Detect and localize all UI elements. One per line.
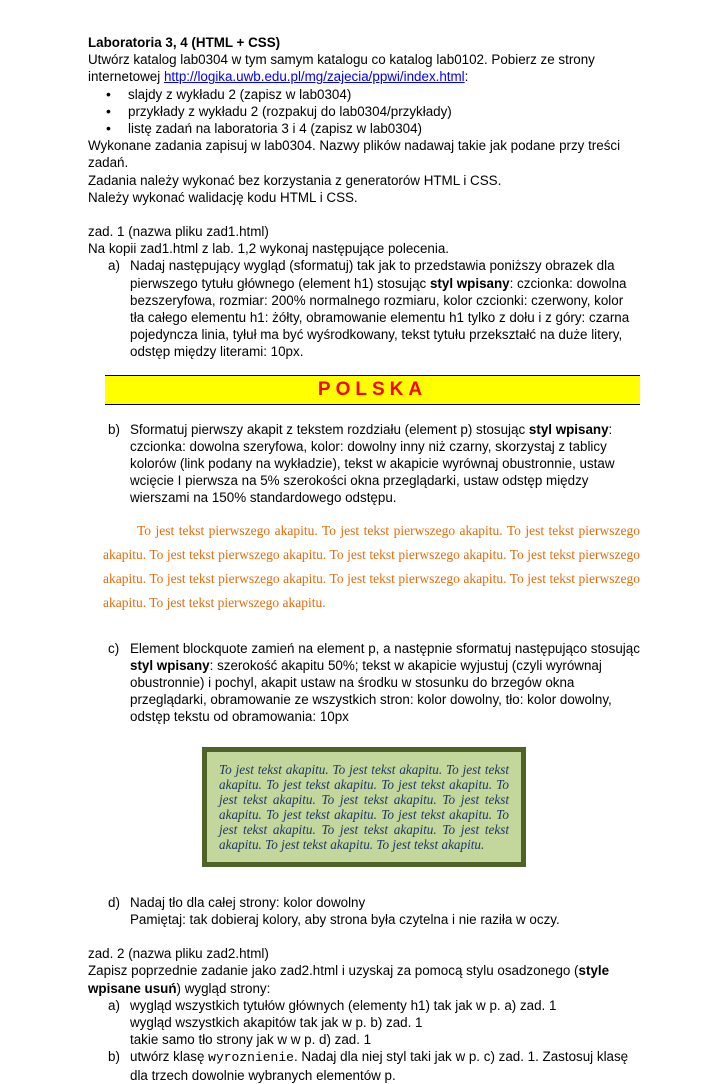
list-item: • slajdy z wykładu 2 (zapisz w lab0304) xyxy=(88,86,640,103)
zad1-item-c xyxy=(88,640,640,726)
intro-colon: : xyxy=(464,69,469,85)
item-text: : czcionka: dowolna bezszeryfowa, rozmiar: 200% normalnego rozmiaru, kolor czcionki: czerwony, kolor tła całego elementu h1: żółty, obramowanie elementu h1 tylko z dołu i z góry: czarna pojedyncza linia, tyłuł ma być wyśrodkowany, tekst tytułu przekształć na duże litery, odstęp między literami: 10px. xyxy=(130,275,630,360)
item-bold: style wpisane usuń xyxy=(88,963,610,996)
item-label: b) xyxy=(108,421,120,437)
list-item: • listę zadań na laboratoria 3 i 4 (zapisz w lab0304) xyxy=(88,120,640,137)
item-label: b) xyxy=(108,1049,120,1065)
item-bold: styl wpisany xyxy=(429,275,510,291)
zad1-intro: Na kopii zad1.html z lab. 1,2 wykonaj następujące polecenia. xyxy=(88,241,450,257)
spacer xyxy=(88,206,640,223)
zad2-item-b xyxy=(88,1048,640,1083)
zad2-intro xyxy=(88,962,640,996)
item-text: : czcionka: dowolna szeryfowa, kolor: dowolny inny niż czarny, skorzystaj z tablicy kolorów (link podany na wykładzie), tekst w akapicie wyrównaj obustronnie, ustaw wcięcie I pierwsza na 5% szerokości okna przeglądarki, ustaw odstęp między wierszami na 150% standardowego odstępu. xyxy=(130,421,615,506)
document-title: Laboratoria 3, 4 (HTML + CSS) xyxy=(88,35,281,50)
blockquote-example: To jest tekst akapitu. To jest tekst akapitu. To jest tekst akapitu. To jest tekst akapitu. To jest tekst akapitu. To jest tekst akapitu. To jest tekst akapitu. To jest tekst akapitu. To jest tekst akapitu. To jest tekst akapitu. To jest tekst akapitu. To jest tekst akapitu. To jest tekst akapitu. To jest tekst akapitu. To jest tekst akapitu. xyxy=(202,747,526,867)
item-text: Zapisz poprzednie zadanie jako zad2.html i uzyskaj za pomocą stylu osadzonego ( xyxy=(88,963,579,979)
item-text: wygląd wszystkich tytułów głównych (elementy h1) tak jak w p. a) zad. 1 xyxy=(130,997,557,1013)
zad1-item-a xyxy=(88,257,640,360)
item-text: Sformatuj pierwszy akapit z tekstem rozdziału (element p) stosując xyxy=(130,421,529,437)
download-list xyxy=(88,86,640,138)
paragraph-example: To jest tekst pierwszego akapitu. To jest tekst pierwszego akapitu. To jest tekst pierwszego akapitu. To jest tekst pierwszego akapitu. To jest tekst pierwszego akapitu. To jest tekst pierwszego akapitu. To jest tekst pierwszego akapitu. To jest tekst pierwszego akapitu. To jest tekst pierwszego akapitu. To jest tekst pierwszego akapitu. xyxy=(103,522,640,610)
item-text: wygląd wszystkich akapitów tak jak w p. b) zad. 1 xyxy=(130,1014,423,1030)
item-text: utwórz klasę xyxy=(130,1049,209,1065)
item-label: c) xyxy=(108,640,120,656)
intro-line xyxy=(88,51,640,85)
item-bold: styl wpisany xyxy=(528,421,609,437)
zad2-heading: zad. 2 (nazwa pliku zad2.html) xyxy=(88,946,269,962)
item-text: : szerokość akapitu 50%; tekst w akapicie wyjustuj (czyli wyrównaj obustronnie) i pochyl, akapit ustaw na środku w stosunku do brzegów okna przeglądarki, obramowanie ze wszystkich stron: kolor dowolny, tło: kolor dowolny, odstęp tekstu od obramowania: 10px xyxy=(130,657,612,725)
list-item: • przykłady z wykładu 2 (rozpakuj do lab0304/przykłady) xyxy=(88,103,640,120)
zad1-item-d xyxy=(88,894,640,928)
item-bold: styl wpisany xyxy=(130,657,210,673)
item-text: Element blockquote zamień na element p, a następnie sformatuj następująco stosując xyxy=(130,640,640,656)
zad1-heading: zad. 1 (nazwa pliku zad1.html) xyxy=(88,224,269,240)
h1-example: POLSKA xyxy=(105,375,640,405)
zad1-item-b xyxy=(88,421,640,507)
item-text: Nadaj tło dla całej strony: kolor dowolny xyxy=(130,894,366,910)
zad2-item-a xyxy=(88,997,640,1049)
item-label: a) xyxy=(108,997,120,1013)
item-text: . Nadaj dla niej styl taki jak w p. c) zad. 1. Zastosuj klasę dla trzech dowolnie wybranych elementów p. xyxy=(130,1049,629,1083)
item-text: takie samo tło strony jak w w p. d) zad. 1 xyxy=(130,1032,372,1048)
spacer xyxy=(88,928,640,945)
instruction-line: Wykonane zadania zapisuj w lab0304. Nazwy plików nadawaj takie jak podane przy treści zadań. xyxy=(88,138,621,171)
instruction-line: Zadania należy wykonać bez korzystania z generatorów HTML i CSS. xyxy=(88,172,502,188)
class-name-code: wyroznienie xyxy=(208,1050,294,1066)
intro-text: Utwórz katalog lab0304 w tym samym katalogu co katalog lab0102. Pobierz ze strony internetowej xyxy=(88,52,595,85)
item-text: ) wygląd strony: xyxy=(176,980,271,996)
course-page-link[interactable]: http://logika.uwb.edu.pl/mg/zajecia/ppwi/index.html xyxy=(163,69,465,85)
document-page xyxy=(88,34,640,1084)
item-text: Pamiętaj: tak dobieraj kolory, aby strona była czytelna i nie raziła w oczy. xyxy=(130,911,560,927)
item-label: a) xyxy=(108,258,120,274)
item-label: d) xyxy=(108,894,120,910)
instruction-line: Należy wykonać walidację kodu HTML i CSS. xyxy=(88,189,358,205)
item-text: Nadaj następujący wygląd (sformatuj) tak jak to przedstawia poniższy obrazek dla pierwszego tytułu głównego (element h1) stosując xyxy=(130,258,615,291)
